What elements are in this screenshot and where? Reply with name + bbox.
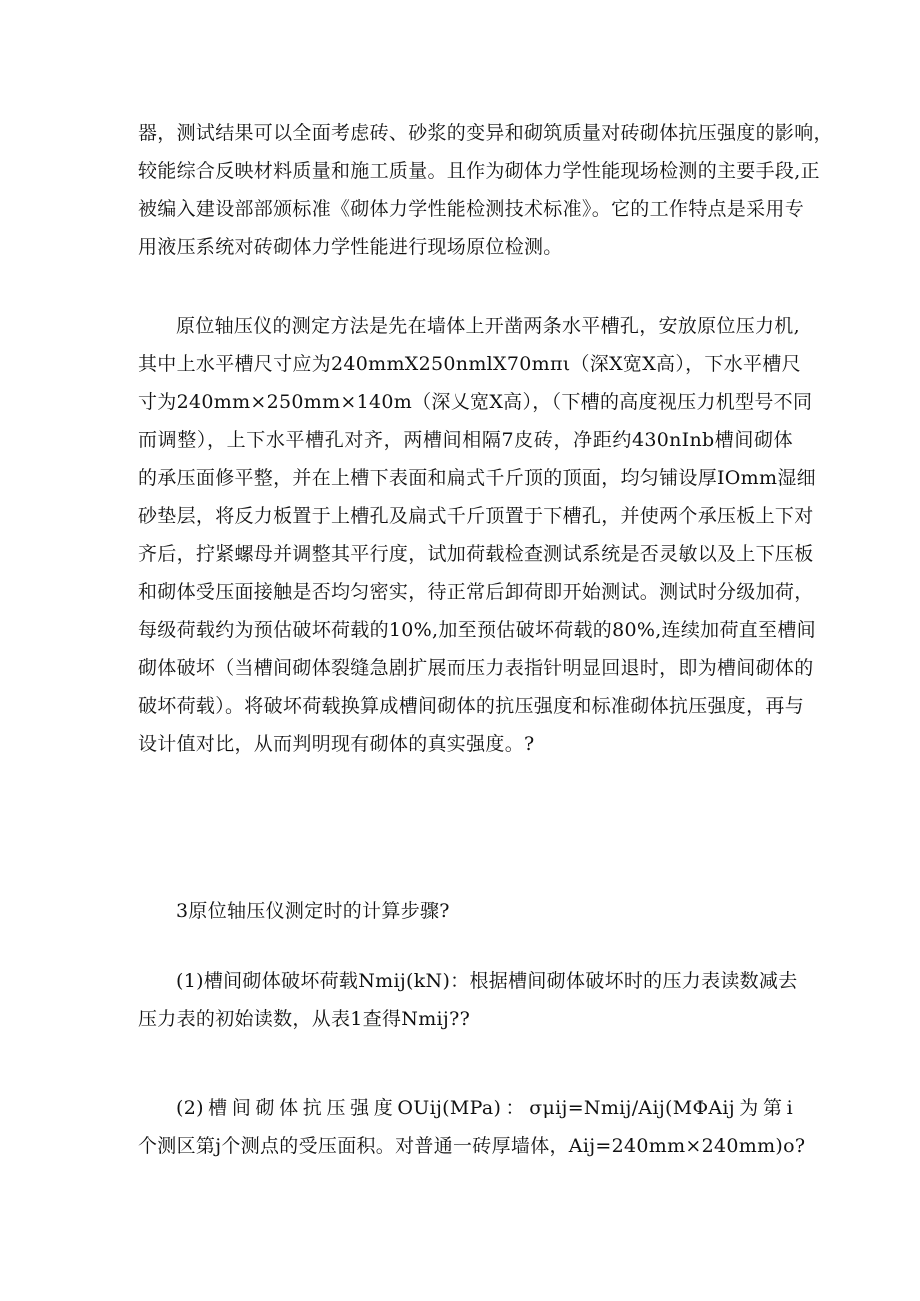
text-line: 寸为240mm×250mm×140m（深乂宽X高），（下槽的高度视压力机型号不同	[138, 391, 813, 413]
text-line: 而调整），上下水平槽孔对齐，两槽间相隔7皮砖，净距约430nInb槽间砌体	[138, 429, 793, 451]
text-line: 每级荷载约为预估破坏荷载的10%,加至预估破坏荷载的80%,连续加荷直至槽间	[138, 619, 816, 641]
text-line: (2)槽间砌体抗压强度OUij(MPa)：σμij=Nmij/Aij(MΦAij为第i	[176, 1097, 793, 1119]
text-line: 的承压面修平整，并在上槽下表面和扁式千斤顶的顶面，均匀铺设厚IOmm湿细	[138, 467, 816, 489]
text-line: 3原位轴压仪测定时的计算步骤?	[176, 900, 450, 922]
text-line: 较能综合反映材料质量和施工质量。且作为砌体力学性能现场检测的主要手段,正	[138, 160, 820, 182]
text-line: 砌体破坏（当槽间砌体裂缝急剧扩展而压力表指针明显回退时，即为槽间砌体的	[138, 657, 814, 679]
text-line: 用液压系统对砖砌体力学性能进行现场原位检测。	[138, 236, 563, 258]
text-line: 破坏荷载）。将破坏荷载换算成槽间砌体的抗压强度和标准砌体抗压强度，再与	[138, 695, 805, 717]
text-line: 原位轴压仪的测定方法是先在墙体上开凿两条水平槽孔，安放原位压力机,	[176, 315, 800, 337]
text-line: (1)槽间砌体破坏荷载Nmij(kN)：根据槽间砌体破坏时的压力表读数减去	[176, 970, 798, 992]
text-line: 齐后，拧紧螺母并调整其平行度，试加荷载检查测试系统是否灵敏以及上下压板	[138, 543, 814, 565]
section-heading-3	[138, 892, 793, 930]
text-line: 其中上水平槽尺寸应为240mmX250nmlX70mπι（深X宽X高），下水平槽尺	[138, 353, 801, 375]
text-line: 砂垫层，将反力板置于上槽孔及扁式千斤顶置于下槽孔，并使两个承压板上下对	[138, 505, 814, 527]
text-line: 和砌体受压面接触是否均匀密实，待正常后卸荷即开始测试。测试时分级加荷，	[138, 581, 814, 603]
paragraph-step-2	[138, 1089, 806, 1165]
paragraph-step-1	[138, 962, 798, 1038]
paragraph-intro-continued	[138, 114, 833, 266]
text-line: 设计值对比，从而判明现有砌体的真实强度。?	[138, 733, 535, 755]
text-line: 被编入建设部部颁标准《砌体力学性能检测技术标准》。它的工作特点是采用专	[138, 198, 805, 220]
paragraph-method	[138, 307, 816, 763]
text-line: 压力表的初始读数，从表1查得Nmij??	[138, 1008, 471, 1030]
text-line: 器，测试结果可以全面考虑砖、砂浆的变异和砌筑质量对砖砌体抗压强度的影响，	[138, 122, 833, 144]
text-line: 个测区第j个测点的受压面积。对普通一砖厚墙体，Aij=240mm×240mm)o?	[138, 1135, 806, 1157]
